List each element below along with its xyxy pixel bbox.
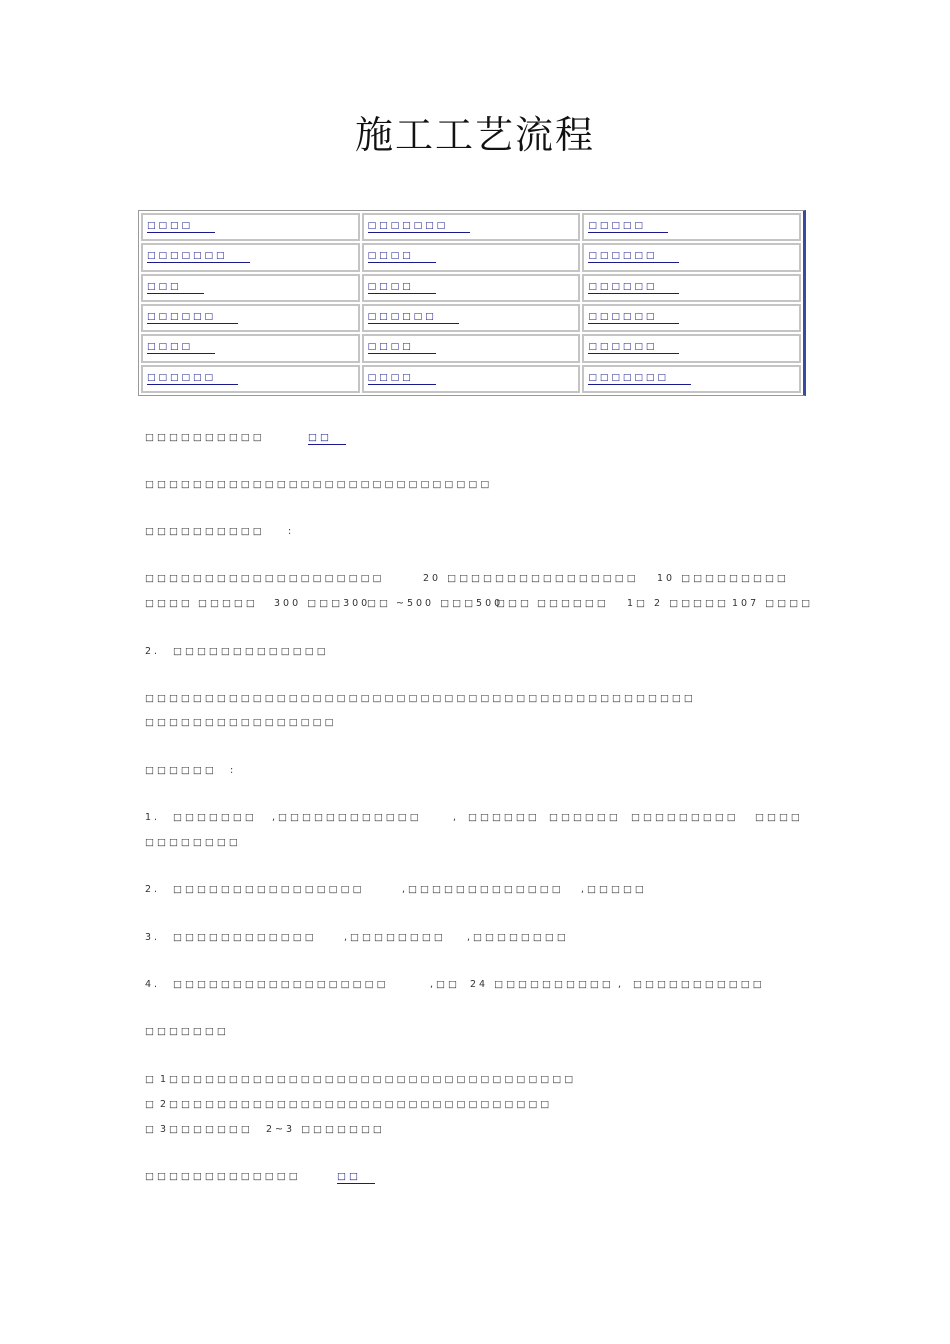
- paragraph: □□□□□□□□□□□□□□□□□□□□□□□□□□□□□□□□□□□□□□□□□□□□□□: [145, 693, 696, 704]
- nav-cell: [582, 274, 801, 302]
- list-number: 2.: [145, 646, 161, 657]
- text-segment: 1□ 2 □□□□□: [627, 598, 729, 609]
- nav-link[interactable]: □□□□□□□: [147, 251, 250, 263]
- nav-link[interactable]: □□□□: [368, 342, 436, 354]
- nav-cell: [582, 304, 801, 332]
- text-segment: □□□□□□: [549, 812, 621, 823]
- nav-link[interactable]: □□□□□□□: [588, 373, 691, 385]
- note-text: 3□□□□□□□: [160, 1124, 253, 1135]
- nav-link[interactable]: □□□□□□: [147, 312, 238, 324]
- note-text: 2□□□□□□□□□□□□□□□□□□□□□□□□□□□□□□□□: [160, 1099, 553, 1110]
- nav-link[interactable]: □□□□: [368, 282, 436, 294]
- text-segment: □□□□□□□□□□□□: [173, 932, 317, 943]
- text-segment: 24 □□□□□□□□□□: [470, 979, 614, 990]
- text-segment: ,□□□□□□□□: [467, 932, 569, 943]
- nav-table: [138, 210, 806, 396]
- text-segment: ,□□□□□□□□: [344, 932, 446, 943]
- text-segment: □□□: [496, 598, 532, 609]
- list-number: 1.: [145, 812, 161, 823]
- list-number: 2.: [145, 884, 161, 895]
- nav-link[interactable]: □□□: [147, 282, 204, 294]
- nav-cell: [582, 243, 801, 271]
- text-segment: □□□□□□□□: [145, 837, 241, 848]
- text-segment: 20 □□□□□□□□□□□□□□□□: [423, 573, 639, 584]
- paragraph: □□□□□□□□□□□□□□□□□□□□□□□□□□□□□: [145, 479, 493, 490]
- paragraph: □□□□□□□: [145, 1026, 229, 1037]
- text-segment: ,□□: [430, 979, 460, 990]
- nav-link[interactable]: □□□□□□: [588, 312, 679, 324]
- paragraph: □□□□□□□□□□□□□: [173, 646, 329, 657]
- text-segment: ,□□□□□□□□□□□□: [272, 812, 422, 823]
- text-segment: □□□□□□□□□□□: [633, 979, 765, 990]
- note-text: 1□□□□□□□□□□□□□□□□□□□□□□□□□□□□□□□□□□: [160, 1074, 577, 1085]
- text-segment: ,□□□□□: [581, 884, 647, 895]
- nav-link[interactable]: □□□□□□: [588, 342, 679, 354]
- nav-cell: [362, 304, 581, 332]
- paragraph: □□□□□□□□□□: [145, 526, 265, 537]
- section-link[interactable]: □□: [308, 432, 346, 445]
- text-segment: □□□□: [145, 598, 193, 609]
- nav-cell: [141, 334, 360, 362]
- nav-cell: [141, 243, 360, 271]
- nav-grid: [141, 213, 801, 393]
- section-link[interactable]: □□: [337, 1171, 375, 1184]
- nav-link[interactable]: □□□□: [147, 342, 215, 354]
- text-segment: ,: [618, 979, 625, 990]
- nav-cell: [141, 213, 360, 241]
- text-segment: 10 □□□□□□□□□: [657, 573, 789, 584]
- nav-cell: [582, 365, 801, 393]
- nav-cell: [362, 213, 581, 241]
- note-marker: □: [145, 1074, 157, 1085]
- nav-cell: [141, 304, 360, 332]
- nav-link[interactable]: □□□□: [368, 251, 436, 263]
- text-segment: □□: [367, 598, 391, 609]
- section-heading: □□□□□□□□□□□□□: [145, 1171, 301, 1182]
- text-segment: ,: [453, 812, 460, 823]
- nav-cell: [582, 334, 801, 362]
- nav-link[interactable]: □□□□□□: [588, 282, 679, 294]
- nav-cell: [362, 243, 581, 271]
- text-segment: □□□□□□: [537, 598, 609, 609]
- nav-link[interactable]: □□□□: [368, 373, 436, 385]
- text-segment: □□□□□□□□□□□□□□□□□□: [173, 979, 389, 990]
- paragraph: □□□□□□: [145, 765, 217, 776]
- text-segment: ~500 □□□500: [396, 598, 504, 609]
- text-segment: □□□□□□: [468, 812, 540, 823]
- note-text: 2~3 □□□□□□□: [266, 1124, 385, 1135]
- nav-cell: [582, 213, 801, 241]
- paragraph-colon: :: [288, 526, 295, 537]
- list-number: 3.: [145, 932, 161, 943]
- text-segment: □□□□□□□□□□□□□□□□: [173, 884, 365, 895]
- text-segment: ,□□□□□□□□□□□□□: [402, 884, 564, 895]
- nav-cell: [141, 365, 360, 393]
- text-segment: □□□□□□□□□□□□□□□□□□□□: [145, 573, 385, 584]
- nav-cell: [141, 274, 360, 302]
- nav-link[interactable]: □□□□□□□: [368, 221, 471, 233]
- nav-link[interactable]: □□□□□□: [588, 251, 679, 263]
- note-marker: □: [145, 1099, 157, 1110]
- text-segment: 107 □□□□: [732, 598, 814, 609]
- text-segment: □□□□□□□: [173, 812, 257, 823]
- section-heading: □□□□□□□□□□: [145, 432, 265, 443]
- nav-link[interactable]: □□□□: [147, 221, 215, 233]
- paragraph: □□□□□□□□□□□□□□□□: [145, 717, 337, 728]
- nav-link[interactable]: □□□□□□: [368, 312, 459, 324]
- text-segment: □□□□□□□□□: [631, 812, 739, 823]
- list-number: 4.: [145, 979, 161, 990]
- text-segment: □□□□□: [198, 598, 258, 609]
- paragraph-colon: :: [230, 765, 237, 776]
- nav-cell: [362, 365, 581, 393]
- note-marker: □: [145, 1124, 157, 1135]
- nav-cell: [362, 274, 581, 302]
- text-segment: □□□□: [755, 812, 803, 823]
- text-segment: 300 □□□300: [274, 598, 371, 609]
- page-title: 施工工艺流程: [354, 113, 595, 157]
- nav-cell: [362, 334, 581, 362]
- nav-link[interactable]: □□□□□: [588, 221, 668, 233]
- nav-link[interactable]: □□□□□□: [147, 373, 238, 385]
